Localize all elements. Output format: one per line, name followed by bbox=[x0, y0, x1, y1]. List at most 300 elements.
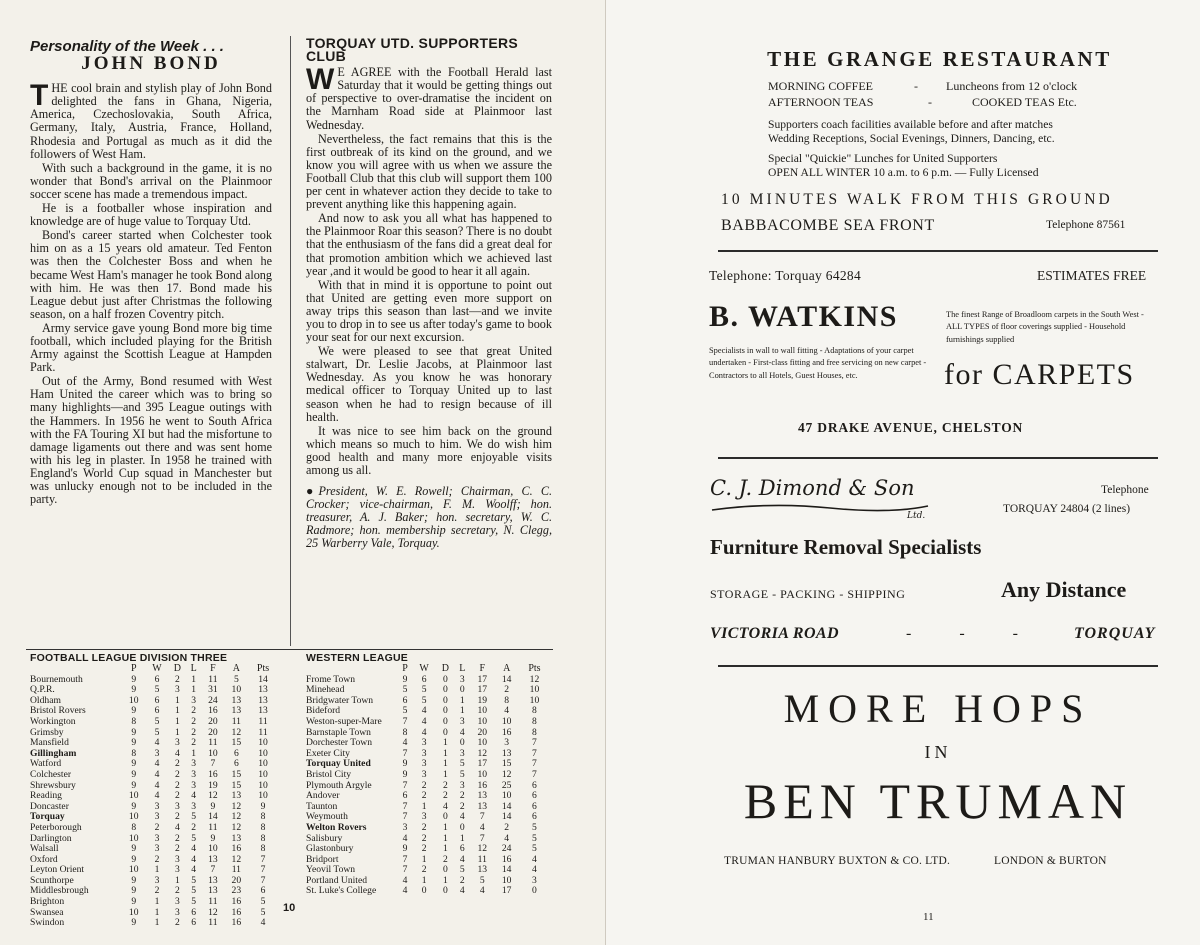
table-cell: 3 bbox=[191, 800, 197, 812]
personality-kicker: Personality of the Week . . . bbox=[30, 38, 224, 55]
personality-paragraph: THE cool brain and stylish play of John Bond delighted the fans in Ghana, Nigeria, America, Czechoslovakia, South Africa, Germany, Italy, Austria, France, Holland, Rhodesia and Portugal as much as it did the followers of West Ham. bbox=[30, 79, 272, 161]
table-cell: 12 bbox=[208, 906, 218, 918]
table-cell: 16 bbox=[477, 779, 488, 791]
table-cell: 9 bbox=[131, 758, 137, 770]
table-cell: 3 bbox=[175, 800, 180, 812]
table-cell: 2 bbox=[191, 705, 197, 717]
table-cell: 2 bbox=[504, 821, 510, 833]
table-cell: 13 bbox=[208, 885, 218, 897]
watkins-name: B. WATKINS bbox=[709, 300, 898, 333]
team-name: Dorchester Town bbox=[306, 737, 373, 749]
table-cell: 3 bbox=[154, 747, 160, 759]
table-cell: 10 bbox=[258, 768, 268, 780]
table-cell: 2 bbox=[175, 885, 180, 897]
table-cell: 15 bbox=[231, 779, 242, 791]
table-cell: 7 bbox=[402, 800, 408, 812]
table-cell: 5 bbox=[459, 768, 465, 780]
watkins-address: 47 DRAKE AVENUE, CHELSTON bbox=[798, 420, 1024, 435]
table-cell: 2 bbox=[191, 715, 197, 727]
table-cell: 2 bbox=[504, 684, 510, 696]
table-cell: 9 bbox=[131, 768, 137, 780]
table-cell: 5 bbox=[402, 705, 408, 717]
table-cell: 19 bbox=[477, 694, 488, 706]
table-cell: 11 bbox=[208, 917, 218, 929]
table-cell: 12 bbox=[477, 747, 488, 759]
table-cell: 10 bbox=[477, 715, 488, 727]
table-cell: 2 bbox=[421, 832, 427, 844]
table-cell: 2 bbox=[154, 853, 160, 865]
column-header: D bbox=[173, 663, 182, 674]
table-cell: 15 bbox=[231, 768, 242, 780]
table-cell: 4 bbox=[459, 885, 465, 897]
personality-paragraph: Army service gave young Bond more big time football, which included playing for the British Army against the Scottish League at Hampden Park. bbox=[30, 320, 272, 375]
dimond-services: STORAGE - PACKING - SHIPPING bbox=[710, 587, 906, 601]
table-cell: 2 bbox=[175, 811, 180, 823]
table-cell: 5 bbox=[479, 874, 485, 886]
table-cell: 10 bbox=[208, 747, 218, 759]
team-name: Weston-super-Mare bbox=[306, 715, 382, 727]
table-cell: 9 bbox=[131, 853, 137, 865]
table-cell: 19 bbox=[208, 779, 218, 791]
dimond-logo-script: C. J. Dimond & Son bbox=[710, 476, 915, 500]
team-name: Mansfield bbox=[30, 737, 69, 749]
table-cell: 4 bbox=[442, 800, 448, 812]
table-cell: 2 bbox=[191, 821, 197, 833]
right-page bbox=[605, 0, 1200, 945]
table-cell: 14 bbox=[208, 811, 218, 823]
table-row bbox=[306, 781, 550, 792]
column-header: D bbox=[441, 663, 449, 674]
table-cell: 7 bbox=[402, 747, 408, 759]
table-cell: 1 bbox=[459, 832, 465, 844]
table-cell: 1 bbox=[154, 896, 160, 908]
team-name: Swansea bbox=[30, 906, 64, 918]
table-cell: 25 bbox=[501, 779, 512, 791]
table-cell: 10 bbox=[258, 779, 268, 791]
team-name: Torquay United bbox=[306, 758, 371, 770]
table-cell: 13 bbox=[501, 747, 512, 759]
table-cell: 6 bbox=[402, 694, 408, 706]
team-name: Salisbury bbox=[306, 832, 343, 844]
team-name: Grimsby bbox=[30, 726, 64, 738]
table-cell: 9 bbox=[402, 768, 408, 780]
table-cell: 2 bbox=[421, 843, 427, 855]
table-cell: 0 bbox=[442, 715, 448, 727]
table-cell: 10 bbox=[128, 790, 139, 802]
table-cell: 8 bbox=[131, 821, 137, 833]
table-cell: 2 bbox=[191, 737, 197, 749]
table-cell: 8 bbox=[260, 843, 266, 855]
column-header: L bbox=[459, 663, 466, 674]
table-cell: 16 bbox=[231, 917, 242, 929]
table-cell: 9 bbox=[260, 800, 266, 812]
table-row bbox=[306, 886, 550, 897]
team-name: Bournemouth bbox=[30, 673, 83, 685]
table-cell: 11 bbox=[231, 715, 241, 727]
table-cell: 1 bbox=[459, 694, 465, 706]
table-cell: 2 bbox=[154, 885, 160, 897]
table-cell: 3 bbox=[154, 843, 160, 855]
table-top-rule bbox=[26, 649, 553, 650]
table-cell: 1 bbox=[421, 874, 427, 886]
table-cell: 11 bbox=[477, 853, 487, 865]
table-cell: 5 bbox=[191, 811, 197, 823]
table-cell: 13 bbox=[258, 705, 268, 717]
table-cell: 2 bbox=[442, 790, 448, 802]
table-cell: 3 bbox=[154, 874, 160, 886]
table-cell: 11 bbox=[208, 737, 218, 749]
table-cell: 2 bbox=[175, 768, 180, 780]
personality-paragraph: With such a background in the game, it is no wonder that Bond's arrival on the Plainmoor soccer scene has made a tremendous impact. bbox=[30, 160, 272, 201]
table-cell: 2 bbox=[421, 864, 427, 876]
table-cell: 1 bbox=[442, 758, 448, 770]
table-cell: 8 bbox=[532, 715, 537, 727]
table-cell: 15 bbox=[231, 737, 242, 749]
table-row bbox=[306, 770, 550, 781]
table-cell: 2 bbox=[459, 790, 465, 802]
division-three-table bbox=[30, 653, 278, 929]
table-cell: 5 bbox=[532, 832, 537, 844]
table-cell: 2 bbox=[459, 874, 465, 886]
table-cell: 14 bbox=[258, 673, 268, 685]
table-cell: 3 bbox=[175, 864, 180, 876]
personality-article bbox=[30, 36, 272, 507]
table-cell: 0 bbox=[442, 694, 448, 706]
table-cell: 3 bbox=[175, 906, 180, 918]
table-cell: 15 bbox=[501, 758, 512, 770]
table-cell: 14 bbox=[501, 673, 512, 685]
western-league-table bbox=[306, 653, 550, 897]
watkins-for-carpets: for CARPETS bbox=[944, 358, 1135, 391]
team-name: Minehead bbox=[306, 684, 345, 696]
table-cell: 1 bbox=[154, 917, 160, 929]
table-cell: 0 bbox=[459, 737, 465, 749]
table-cell: 10 bbox=[128, 694, 139, 706]
dimond-road: VICTORIA ROAD bbox=[710, 625, 839, 642]
grange-address: BABBACOMBE SEA FRONT bbox=[721, 217, 935, 234]
table-cell: 13 bbox=[231, 832, 242, 844]
table-cell: 10 bbox=[529, 694, 540, 706]
team-name: Bristol Rovers bbox=[30, 705, 86, 717]
table-cell: 1 bbox=[442, 747, 448, 759]
western-league-title: WESTERN LEAGUE bbox=[306, 652, 408, 664]
table-cell: 4 bbox=[459, 726, 465, 738]
table-row bbox=[306, 844, 550, 855]
personality-paragraph: He is a footballer whose inspiration and knowledge are of huge value to Torquay Utd. bbox=[30, 201, 272, 229]
table-cell: 10 bbox=[501, 790, 512, 802]
table-cell: 13 bbox=[208, 853, 218, 865]
table-cell: 12 bbox=[231, 726, 242, 738]
page-number-right: 11 bbox=[923, 911, 934, 923]
table-cell: 20 bbox=[231, 874, 242, 886]
table-cell: 17 bbox=[477, 684, 488, 696]
table-cell: 5 bbox=[421, 694, 427, 706]
dimond-dashes: - - - bbox=[906, 625, 1018, 642]
table-cell: 5 bbox=[191, 896, 197, 908]
team-name: Q.P.R. bbox=[30, 684, 55, 696]
team-name: Shrewsbury bbox=[30, 779, 76, 791]
table-cell: 16 bbox=[231, 896, 242, 908]
team-name: Bristol City bbox=[306, 768, 352, 780]
table-cell: 3 bbox=[154, 811, 160, 823]
table-cell: 11 bbox=[258, 715, 268, 727]
table-cell: 10 bbox=[128, 832, 139, 844]
table-cell: 0 bbox=[442, 726, 448, 738]
table-cell: 6 bbox=[154, 673, 160, 685]
table-cell: 3 bbox=[175, 684, 180, 696]
table-cell: 1 bbox=[191, 673, 197, 685]
table-cell: 12 bbox=[477, 843, 488, 855]
team-name: Taunton bbox=[306, 800, 338, 812]
table-cell: 1 bbox=[175, 705, 180, 717]
table-cell: 10 bbox=[501, 715, 512, 727]
grange-cooked-teas: COOKED TEAS Etc. bbox=[972, 95, 1077, 109]
table-cell: 3 bbox=[191, 768, 197, 780]
table-cell: 31 bbox=[208, 684, 218, 696]
table-cell: 1 bbox=[191, 747, 197, 759]
table-cell: 11 bbox=[208, 673, 218, 685]
table-cell: 6 bbox=[532, 779, 537, 791]
table-cell: 9 bbox=[131, 737, 137, 749]
table-cell: 23 bbox=[231, 885, 242, 897]
table-cell: 7 bbox=[210, 864, 216, 876]
table-cell: 2 bbox=[175, 790, 180, 802]
table-cell: 2 bbox=[175, 673, 180, 685]
team-name: Weymouth bbox=[306, 811, 348, 823]
table-cell: 13 bbox=[477, 790, 488, 802]
truman-in: IN bbox=[924, 742, 952, 762]
table-cell: 1 bbox=[154, 906, 160, 918]
table-cell: 2 bbox=[175, 843, 180, 855]
team-name: Doncaster bbox=[30, 800, 69, 812]
team-name: Brighton bbox=[30, 896, 65, 908]
table-cell: 0 bbox=[442, 885, 448, 897]
team-name: Walsall bbox=[30, 843, 59, 855]
team-name: Darlington bbox=[30, 832, 72, 844]
table-cell: 9 bbox=[131, 885, 137, 897]
table-cell: 13 bbox=[258, 684, 268, 696]
table-cell: 16 bbox=[208, 768, 218, 780]
team-name: Welton Rovers bbox=[306, 821, 367, 833]
table-cell: 13 bbox=[231, 694, 242, 706]
team-name: Middlesbrough bbox=[30, 885, 89, 897]
table-cell: 6 bbox=[191, 906, 197, 918]
table-cell: 1 bbox=[442, 874, 448, 886]
column-header: F bbox=[210, 663, 216, 674]
grange-dash: - bbox=[928, 95, 932, 109]
table-cell: 4 bbox=[459, 811, 465, 823]
table-cell: 0 bbox=[442, 673, 448, 685]
table-cell: 5 bbox=[154, 715, 160, 727]
table-cell: 2 bbox=[175, 779, 180, 791]
table-row bbox=[306, 791, 550, 802]
table-cell: 5 bbox=[459, 758, 465, 770]
grange-restaurant-title: THE GRANGE RESTAURANT bbox=[767, 47, 1112, 71]
table-cell: 3 bbox=[421, 811, 427, 823]
table-cell: 6 bbox=[191, 917, 197, 929]
table-cell: 0 bbox=[442, 811, 448, 823]
table-cell: 3 bbox=[459, 673, 465, 685]
table-row bbox=[30, 823, 278, 834]
team-name: Leyton Orient bbox=[30, 864, 85, 876]
drop-cap: T bbox=[30, 79, 49, 113]
table-cell: 3 bbox=[459, 715, 465, 727]
table-row bbox=[30, 749, 278, 760]
table-cell: 10 bbox=[477, 705, 488, 717]
team-name: Reading bbox=[30, 790, 62, 802]
team-name: Watford bbox=[30, 758, 62, 770]
table-cell: 7 bbox=[532, 747, 537, 759]
table-cell: 9 bbox=[131, 779, 137, 791]
column-header: W bbox=[419, 663, 429, 674]
table-cell: 4 bbox=[154, 790, 160, 802]
column-header: A bbox=[232, 663, 240, 674]
table-cell: 7 bbox=[532, 758, 537, 770]
table-cell: 5 bbox=[191, 885, 197, 897]
table-cell: 10 bbox=[128, 906, 139, 918]
table-cell: 7 bbox=[260, 853, 266, 865]
team-name: Gillingham bbox=[30, 747, 77, 759]
grange-special-lunches: Special "Quickie" Lunches for United Supporters bbox=[768, 152, 998, 165]
table-cell: 4 bbox=[504, 705, 510, 717]
table-cell: 4 bbox=[175, 747, 180, 759]
table-cell: 4 bbox=[459, 853, 465, 865]
table-cell: 12 bbox=[231, 821, 242, 833]
table-cell: 4 bbox=[154, 768, 160, 780]
table-cell: 7 bbox=[402, 864, 408, 876]
personality-name: JOHN BOND bbox=[81, 53, 221, 75]
table-cell: 0 bbox=[459, 684, 465, 696]
table-cell: 7 bbox=[479, 832, 485, 844]
table-cell: 8 bbox=[260, 811, 266, 823]
team-name: Plymouth Argyle bbox=[306, 779, 372, 791]
table-cell: 0 bbox=[442, 684, 448, 696]
table-cell: 9 bbox=[131, 684, 137, 696]
table-cell: 6 bbox=[459, 843, 465, 855]
table-cell: 2 bbox=[459, 800, 465, 812]
table-cell: 7 bbox=[402, 715, 408, 727]
dimond-headline: Furniture Removal Specialists bbox=[710, 535, 982, 559]
table-cell: 24 bbox=[501, 843, 512, 855]
table-cell: 6 bbox=[154, 705, 160, 717]
table-cell: 4 bbox=[479, 821, 485, 833]
table-cell: 10 bbox=[477, 737, 488, 749]
table-cell: 1 bbox=[175, 694, 180, 706]
table-row bbox=[30, 918, 278, 929]
dimond-telephone-label: Telephone bbox=[1101, 484, 1149, 496]
table-cell: 7 bbox=[260, 864, 266, 876]
table-cell: 1 bbox=[442, 843, 448, 855]
column-header: Pts bbox=[256, 663, 270, 674]
drop-cap: W bbox=[306, 63, 335, 97]
dimond-ltd: Ltd. bbox=[907, 511, 926, 521]
table-row bbox=[30, 770, 278, 781]
table-cell: 8 bbox=[131, 715, 137, 727]
supporters-paragraph: We were pleased to see that great United stalwart, Dr. Leslie Jacobs, at Plainmoor last Wednesday. As you know he was honorary medical officer to Torquay United up to last season when he had to resign because of ill health. bbox=[306, 344, 552, 424]
table-cell: 12 bbox=[529, 673, 540, 685]
grange-afternoon-teas: AFTERNOON TEAS bbox=[768, 95, 874, 109]
team-name: Scunthorpe bbox=[30, 874, 74, 886]
table-cell: 1 bbox=[175, 726, 180, 738]
table-cell: 1 bbox=[442, 737, 448, 749]
table-cell: 4 bbox=[154, 779, 160, 791]
table-cell: 10 bbox=[208, 843, 218, 855]
personality-paragraph: Out of the Army, Bond resumed with West Ham United the career which was to bring so many highlights—and 395 League outings with the Hammers. In 1956 he went to South Africa with the FA Touring XI but had the misfortune to damage ligaments out there and was sent home with his leg in plaster. In 1958 he trained with England's World Cup squad in Manchester but was unlucky enough not to be included in the party. bbox=[30, 374, 272, 507]
team-name: Oldham bbox=[30, 694, 61, 706]
table-cell: 20 bbox=[208, 715, 218, 727]
table-cell: 8 bbox=[504, 694, 510, 706]
table-cell: 12 bbox=[231, 853, 242, 865]
personality-paragraph: Bond's career started when Colchester took him on as a 15 years old amateur. Ted Fenton was then the Colchester Boss and when he became West Ham's manager he took Bond along with him. He was then 17. Bond made his League debut just after Christmas the following season, on a half frozen Coventry pitch. bbox=[30, 228, 272, 321]
table-cell: 3 bbox=[191, 694, 197, 706]
table-cell: 0 bbox=[442, 864, 448, 876]
table-cell: 1 bbox=[442, 821, 448, 833]
table-cell: 14 bbox=[501, 811, 512, 823]
column-header: Pts bbox=[528, 663, 541, 674]
grange-telephone: Telephone 87561 bbox=[1046, 219, 1126, 231]
table-cell: 8 bbox=[260, 821, 266, 833]
team-name: Peterborough bbox=[30, 821, 82, 833]
table-cell: 4 bbox=[421, 705, 427, 717]
table-cell: 9 bbox=[131, 800, 137, 812]
team-name: Portland United bbox=[306, 874, 368, 886]
grange-open-all-winter: OPEN ALL WINTER 10 a.m. to 6 p.m. — Fully Licensed bbox=[768, 166, 1039, 179]
table-cell: 16 bbox=[231, 906, 242, 918]
table-cell: 6 bbox=[154, 694, 160, 706]
table-cell: 9 bbox=[210, 832, 216, 844]
table-cell: 0 bbox=[532, 885, 537, 897]
team-name: Frome Town bbox=[306, 673, 355, 685]
table-cell: 0 bbox=[421, 885, 427, 897]
table-cell: 2 bbox=[442, 779, 448, 791]
team-name: Exeter City bbox=[306, 747, 350, 759]
table-cell: 1 bbox=[421, 853, 427, 865]
table-cell: 12 bbox=[208, 790, 218, 802]
table-cell: 3 bbox=[154, 800, 160, 812]
table-cell: 9 bbox=[131, 726, 137, 738]
table-cell: 4 bbox=[191, 853, 197, 865]
table-cell: 17 bbox=[477, 673, 488, 685]
table-cell: 3 bbox=[459, 747, 465, 759]
table-cell: 2 bbox=[421, 790, 427, 802]
truman-company: TRUMAN HANBURY BUXTON & CO. LTD. bbox=[724, 855, 951, 867]
table-cell: 9 bbox=[131, 874, 137, 886]
table-cell: 4 bbox=[479, 885, 485, 897]
table-cell: 3 bbox=[154, 832, 160, 844]
table-cell: 6 bbox=[233, 747, 239, 759]
grange-morning-coffee: MORNING COFFEE bbox=[768, 79, 874, 93]
supporters-club-heading: TORQUAY UTD. SUPPORTERS CLUB bbox=[306, 35, 519, 65]
supporters-paragraph: It was nice to see him back on the ground which means so much to him. We do wish him good health and many more enjoyable visits among us all. bbox=[306, 423, 552, 477]
table-cell: 6 bbox=[532, 811, 537, 823]
table-cell: 12 bbox=[231, 811, 242, 823]
table-cell: 4 bbox=[191, 864, 197, 876]
table-cell: 4 bbox=[154, 737, 160, 749]
dimond-town: TORQUAY bbox=[1074, 625, 1156, 642]
table-cell: 6 bbox=[402, 790, 408, 802]
table-cell: 24 bbox=[208, 694, 218, 706]
table-cell: 3 bbox=[421, 768, 427, 780]
table-cell: 3 bbox=[402, 821, 408, 833]
ad-divider bbox=[718, 665, 1158, 667]
table-cell: 4 bbox=[260, 917, 266, 929]
table-cell: 5 bbox=[154, 726, 160, 738]
watkins-estimates-free: ESTIMATES FREE bbox=[1037, 268, 1147, 283]
club-officers: ●President, W. E. Rowell; Chairman, C. C. Crocker; vice-chairman, F. M. Woolff; hon. treasurer, A. J. Baker; hon. secretary, W. C. Radmore; hon. membership secretary, N. Clegg, 25 Warberry Vale, Torquay. bbox=[306, 484, 552, 551]
table-cell: 4 bbox=[175, 821, 180, 833]
table-cell: 10 bbox=[258, 790, 268, 802]
table-cell: 9 bbox=[131, 705, 137, 717]
